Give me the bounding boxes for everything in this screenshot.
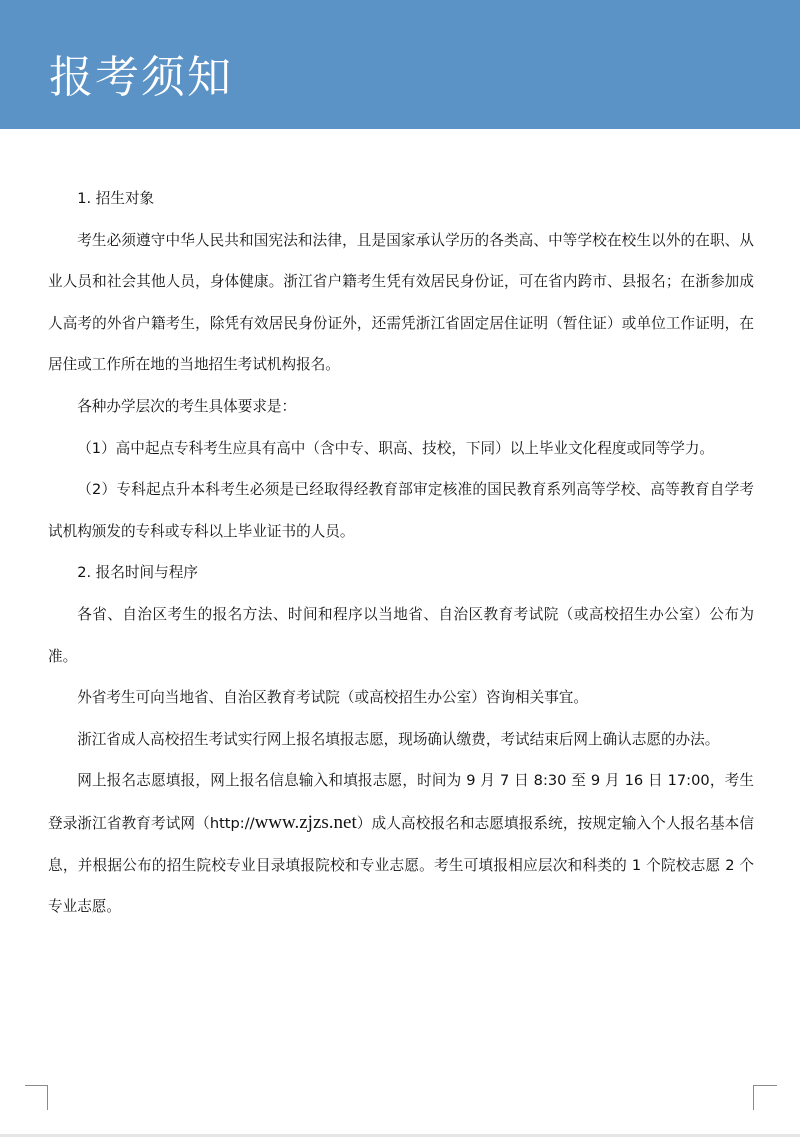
header-banner	[0, 0, 800, 129]
paragraph-eligibility: 考生必须遵守中华人民共和国宪法和法律，且是国家承认学历的各类高、中等学校在校生以外的在职、从业人员和社会其他人员，身体健康。浙江省户籍考生凭有效居民身份证，可在省内跨市、县报名；在浙参加成人高考的外省户籍考生，除凭有效居民身份证外，还需凭浙江省固定居住证明（暂住证）或单位工作证明，在居住或工作所在地的当地招生考试机构报名。	[48, 231, 754, 374]
crop-mark-left-vertical	[47, 1085, 48, 1110]
page-title: 报考须知	[49, 52, 233, 103]
schedule-text-start: 网上报名志愿填报，网上报名信息输入和填报志愿，时间为 9 月 7 日 8:30 至 9 月 16 日 17:00，考生登录浙江省教育考试网（http://	[48, 772, 754, 832]
crop-mark-right-vertical	[753, 1085, 754, 1110]
paragraph-requirement-1: （1）高中起点专科考生应具有高中（含中专、职高、技校，下同）以上毕业文化程度或同等学力。	[77, 439, 715, 457]
exam-website-link[interactable]: www.zjzs.net	[254, 811, 357, 833]
crop-mark-left-horizontal	[25, 1085, 48, 1086]
paragraph-requirement-2: （2）专科起点升本科考生必须是已经取得经教育部审定核准的国民教育系列高等学校、高等教育自学考试机构颁发的专科或专科以上毕业证书的人员。	[48, 481, 754, 540]
crop-mark-right-horizontal	[754, 1085, 777, 1086]
paragraph-requirements-intro: 各种办学层次的考生具体要求是：	[77, 397, 297, 415]
paragraph-online-registration: 浙江省成人高校招生考试实行网上报名填报志愿，现场确认缴费，考试结束后网上确认志愿的办法。	[77, 730, 720, 748]
paragraph-out-of-province: 外省考生可向当地省、自治区教育考试院（或高校招生办公室）咨询相关事宜。	[77, 689, 588, 707]
section-heading-enrollment-target: 1. 招生对象	[77, 190, 155, 207]
paragraph-registration-method: 各省、自治区考生的报名方法、时间和程序以当地省、自治区教育考试院（或高校招生办公室）公布为准。	[48, 605, 754, 665]
section-heading-registration: 2. 报名时间与程序	[77, 564, 198, 582]
paragraph-registration-schedule	[48, 760, 754, 927]
schedule-text-end: ）成人高校报名和志愿填报系统，按规定输入个人报名基本信息，并根据公布的招生院校专业目录填报院校和专业志愿。考生可填报相应层次和科类的 1 个院校志愿 2 个专业志愿。	[48, 814, 754, 916]
document-body	[48, 178, 754, 928]
